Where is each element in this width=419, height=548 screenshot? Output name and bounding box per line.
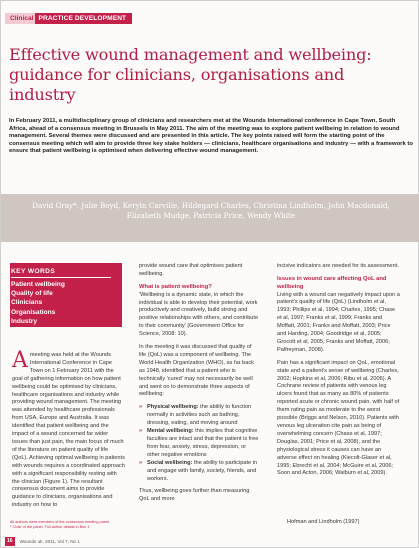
column-2-para-3: In the meeting it was discussed that quality of life (QoL) was a component of wellbeing. The World Health Organization (WHO), as far back as 1948, identified that a patient who is technically 'cured' may not necessarily be well and went on to demonstrate three aspects of wellbeing:: [139, 344, 254, 398]
keywords-title: KEY WORDS: [11, 268, 56, 275]
keywords-divider: [11, 277, 111, 278]
footnote-line-2: * Chair of the panel. Full author details in Box 1: [10, 525, 90, 529]
keyword-item: Industry: [11, 317, 38, 325]
section-tag: [5, 13, 132, 24]
bullet-arrow-icon: »: [139, 459, 143, 466]
column-1-text: [12, 348, 125, 510]
subheading-issues: Issues in wound care affecting QoL and wellbeing: [277, 275, 387, 290]
article-title: Effective wound management and wellbeing: guidance for clinicians, organisations and industry: [9, 45, 372, 104]
column-3: [277, 263, 401, 483]
list-item: » Physical wellbeing: the ability to function normally in activities such as bathing, dressing, eating, and moving around: [139, 404, 252, 427]
footnote: [10, 520, 130, 530]
bullet-arrow-icon: »: [139, 428, 143, 435]
column-1-body: meeting was held at the Wounds International Conference in Cape Town on 1 February 2011 with the goal of gathering information on how patient wellbeing could be optimised by clinicians, healthcare organisations and industry while providing wound management. The meeting was attended by healthcare professionals from USA, Europe and Australia. It was identified that patient wellbeing and the impact of a wound concerned far wider issues than just pain, the main focus of much of the literature on patient quality of life (QoL). Achieving optimal wellbeing in patients with wounds requires a coordinated approach with a significant responsibility resting with the clinician (Figure 1). The resultant consensus document aims to provide guidance to clinicians, organisations and industry on how to: [12, 352, 125, 509]
column-2: [139, 263, 259, 509]
author-list: David Gray*, Julie Boyd, Keryln Carville, Hildegard Charles, Christina Lindholm, John Macdonald, Elizabeth Mudge, Patricia Price, Wendy White: [32, 201, 390, 221]
drop-cap: A: [12, 348, 28, 373]
page-number: 16: [7, 537, 13, 544]
column-3-para-3: Pain has a significant impact on QoL, emotional state and a patient's sense of wellbeing (Charles, 2002; Hopkins et al, 2006; Ribu et al, 2006). A Cochrane review of patients with venous leg ulcers found that as many as 80% of patients reported acute or chronic wound pain, with half of them rating pain as moderate to the worst possible (Briggs and Nelson, 2010). Patients with venous leg ulceration cite pain as being of overwhelming concern (Chase et al, 1997; Douglas, 2001; Price et al, 2008), and the physiological stress it causes can have an adverse effect on healing (Kiecolt-Glaser et al, 1995; Ebrecht et al, 2004; McGuire et al, 2006; Soon and Acton, 2006; Walburn et al, 2009).: [277, 359, 400, 477]
column-3-para-2: Living with a wound can negatively impact upon a patient's quality of life (QoL) (Lindholm et al, 1993; Phillips et al, 1994; Charles, 1995; Chase et al, 1997; Franks et al, 1999; Franks and Moffatt, 2001; Franks and Moffatt, 2003; Price and Harding, 2004; Goodridge et al, 2005; Grocott et al, 2005; Franks and Moffatt, 2006; Palfreyman, 2008).: [277, 291, 400, 353]
list-item: » Mental wellbeing: this implies that cognitive faculties are intact and that the patient is free from fear, anxiety, stress, depression, or other negative emotions: [139, 428, 259, 458]
keyword-item: Patient wellbeing: [11, 281, 65, 288]
section-label: Clinical: [5, 13, 35, 24]
keywords-list: [11, 280, 65, 326]
journal-citation: Wounds uk, 2011, Vol 7, No 1: [19, 538, 80, 544]
keyword-item: Quality of life: [11, 290, 53, 298]
keyword-item: Organisations: [11, 308, 56, 316]
article-intro: In February 2011, a multidisciplinary group of clinicians and researchers met at the Wounds International conference in Cape Town, South Africa, ahead of a consensus meeting in Brussels in May 2011. The aim of the meeting was to explore patient wellbeing in relation to wound management. Several themes were discussed and are presented in this article. The key points raised will form the starting point of the consensus meeting which will aim to provide three key stake holders — clinicians, healthcare organisations and industry — with a framework to ensure that patient wellbeing is optimised when delivering effective wound management.: [9, 118, 413, 155]
column-2-para-4: Thus, wellbeing goes further than measuring QoL and more: [139, 488, 250, 503]
subsection-label: PRACTICE DEVELOPMENT: [35, 13, 132, 24]
column-2-para-1: provide wound care that optimises patient wellbeing.: [139, 263, 243, 277]
bullet-arrow-icon: »: [139, 404, 143, 411]
column-3-para-1: incisive indicators are needed for its assessment.: [277, 263, 399, 269]
column-2-para-2: 'Wellbeing is a dynamic state, in which the individual is able to develop their potential, work productively and creatively, build strong and positive relationships with others, and contribute to their community' (Government Office for Science, 2008: 10).: [139, 291, 259, 338]
subheading-wellbeing: What is patient wellbeing?: [139, 283, 212, 290]
list-item: » Social wellbeing: the ability to participate in and engage with family, society, friends, and workers.: [139, 459, 258, 482]
keyword-item: Clinicians: [11, 299, 43, 307]
page-footer: [5, 536, 80, 546]
footnote-line-1: All authors were members of the consensus meeting panel.: [10, 520, 110, 524]
column-3-continuation: Hofman and Lindholm (1997): [287, 519, 360, 525]
wellbeing-aspects-list: [139, 404, 259, 483]
